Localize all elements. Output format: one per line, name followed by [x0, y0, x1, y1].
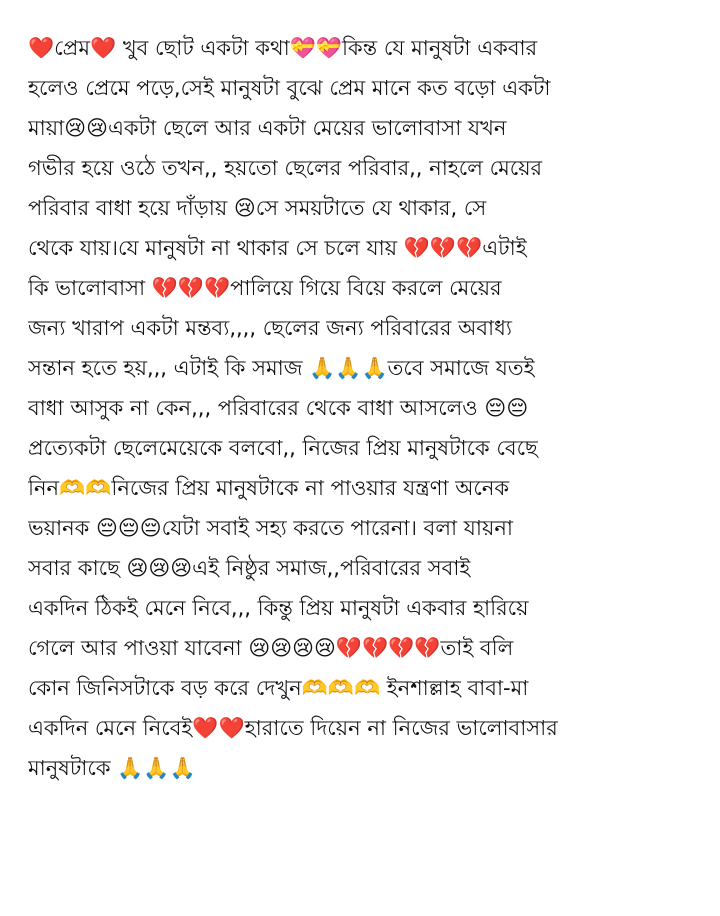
text-line-2: হলেও প্রেমে পড়ে,সেই মানুষটা বুঝে প্রেম মানে কত বড়ো একটা	[28, 76, 551, 100]
text-line-5: পরিবার বাধা হয়ে দাঁড়ায় 😢সে সময়টাতে যে থাকার, সে	[28, 196, 487, 220]
text-line-3: মায়া😢😢একটা ছেলে আর একটা মেয়ের ভালোবাসা যখন	[28, 116, 507, 140]
text-line-7: কি ভালোবাসা 💔💔💔পালিয়ে গিয়ে বিয়ে করলে মেয়ের	[28, 276, 502, 300]
text-line-18: একদিন মেনে নিবেই❤️❤️হারাতে দিয়েন না নিজের ভালোবাসার	[28, 716, 558, 740]
text-line-4: গভীর হয়ে ওঠে তখন,, হয়তো ছেলের পরিবার,, নাহলে মেয়ের	[28, 156, 543, 180]
text-line-13: ভয়ানক 😔😔😔যেটা সবাই সহ্য করতে পারেনা। বলা যায়না	[28, 516, 513, 540]
text-line-9: সন্তান হতে হয়,,, এটাই কি সমাজ 🙏🙏🙏তবে সমাজে যতই	[28, 356, 535, 380]
text-line-15: একদিন ঠিকই মেনে নিবে,,, কিন্তু প্রিয় মানুষটা একবার হারিয়ে	[28, 596, 529, 620]
text-line-17: কোন জিনিসটাকে বড় করে দেখুন🫶🫶🫶 ইনশাল্লাহ বাবা-মা	[28, 676, 529, 700]
text-line-16: গেলে আর পাওয়া যাবেনা 😢😢😢😢💔💔💔💔তাই বলি	[28, 636, 514, 660]
text-line-10: বাধা আসুক না কেন,,, পরিবারের থেকে বাধা আসলেও 😔😔	[28, 396, 529, 420]
text-line-1: ❤️প্রেম❤️ খুব ছোট একটা কথা💝💝কিন্ত যে মানুষটা একবার	[28, 36, 538, 60]
post-text	[28, 28, 692, 788]
text-line-12: নিন🫶🫶নিজের প্রিয় মানুষটাকে না পাওয়ার যন্ত্রণা অনেক	[28, 476, 510, 500]
text-line-19: মানুষটাকে 🙏🙏🙏	[28, 756, 196, 780]
text-line-11: প্রত্যেকটা ছেলেমেয়েকে বলবো,, নিজের প্রিয় মানুষটাকে বেছে	[28, 436, 538, 460]
text-line-8: জন্য খারাপ একটা মন্তব্য,,,, ছেলের জন্য পরিবারের অবাধ্য	[28, 316, 512, 340]
text-line-6: থেকে যায়।যে মানুষটা না থাকার সে চলে যায় 💔💔💔এটাই	[28, 236, 527, 260]
text-line-14: সবার কাছে 😢😢😢এই নিষ্ঠুর সমাজ,,পরিবারের সবাই	[28, 556, 471, 580]
